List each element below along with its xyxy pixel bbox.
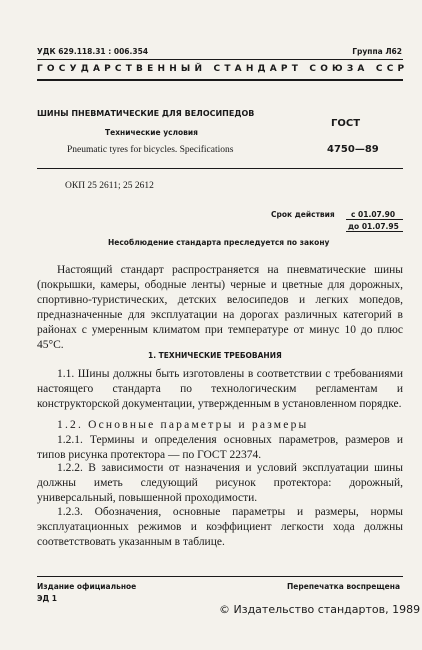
top-rule: [37, 59, 403, 60]
legal-notice: Несоблюдение стандарта преследуется по закону: [108, 238, 330, 247]
title-rule: [37, 168, 403, 169]
validity-to: до 01.07.95: [348, 222, 399, 231]
section-title: 1. ТЕХНИЧЕСКИЕ ТРЕБОВАНИЯ: [148, 351, 282, 360]
clause-1-1: 1.1. Шины должны быть изготовлены в соответствии с требованиями настоящего стандарта по технологическим регламентам и конструкторской документации, утвержденным в установленном порядке.: [37, 368, 403, 410]
document-subtitle: Технические условия: [105, 128, 198, 137]
clause-1-2-1: 1.2.1. Термины и определения основных параметров, размеров и типов рисунка протектора — по ГОСТ 22374.: [37, 434, 403, 461]
validity-underline: [346, 231, 403, 232]
validity-from: с 01.07.90: [351, 210, 396, 219]
edition-code: ЭД 1: [37, 594, 58, 603]
okp-code: ОКП 25 2611; 25 2612: [65, 181, 154, 191]
clause-1-2-2: 1.2.2. В зависимости от назначения и условий эксплуатации шины должны иметь следующий рисунок протектора: дорожный, универсальный, повышенной проходимости.: [37, 462, 403, 504]
official-edition: Издание официальное: [37, 582, 137, 591]
government-heading: ГОСУДАРСТВЕННЫЙ СТАНДАРТ СОЮЗА ССР: [37, 64, 409, 74]
copyright: © Издательство стандартов, 1989: [219, 603, 421, 616]
english-title: Pneumatic tyres for bicycles. Specifications: [67, 145, 234, 155]
clause-1-2-3: 1.2.3. Обозначения, основные параметры и размеры, нормы эксплуатационных режимов и коэффициент легкости хода должны соответствовать указанным в таблице.: [37, 506, 403, 548]
intro-paragraph: Настоящий стандарт распространяется на пневматические шины (покрышки, камеры, ободные ленты) черные и цветные для дорожных, спортивно-туристических, детских велосипедов и легких мопедов, предназначенные для эксплуатации на дорогах различных категорий в районах с умеренным климатом при температуре от минус 10 до плюс 45°С.: [37, 264, 403, 351]
validity-rule: [346, 219, 403, 220]
group-code: Группа Л62: [352, 47, 402, 56]
heading-rule: [37, 79, 403, 81]
footer-rule: [37, 576, 403, 577]
clause-1-2: 1.2. Основные параметры и размеры: [57, 419, 309, 431]
document-title: ШИНЫ ПНЕВМАТИЧЕСКИЕ ДЛЯ ВЕЛОСИПЕДОВ: [37, 109, 255, 118]
gost-label: ГОСТ: [331, 118, 361, 129]
gost-number: 4750—89: [327, 144, 379, 155]
udk-code: УДК 629.118.31 : 006.354: [37, 47, 149, 56]
validity-label: Срок действия: [271, 210, 335, 219]
reprint-notice: Перепечатка воспрещена: [287, 582, 401, 591]
